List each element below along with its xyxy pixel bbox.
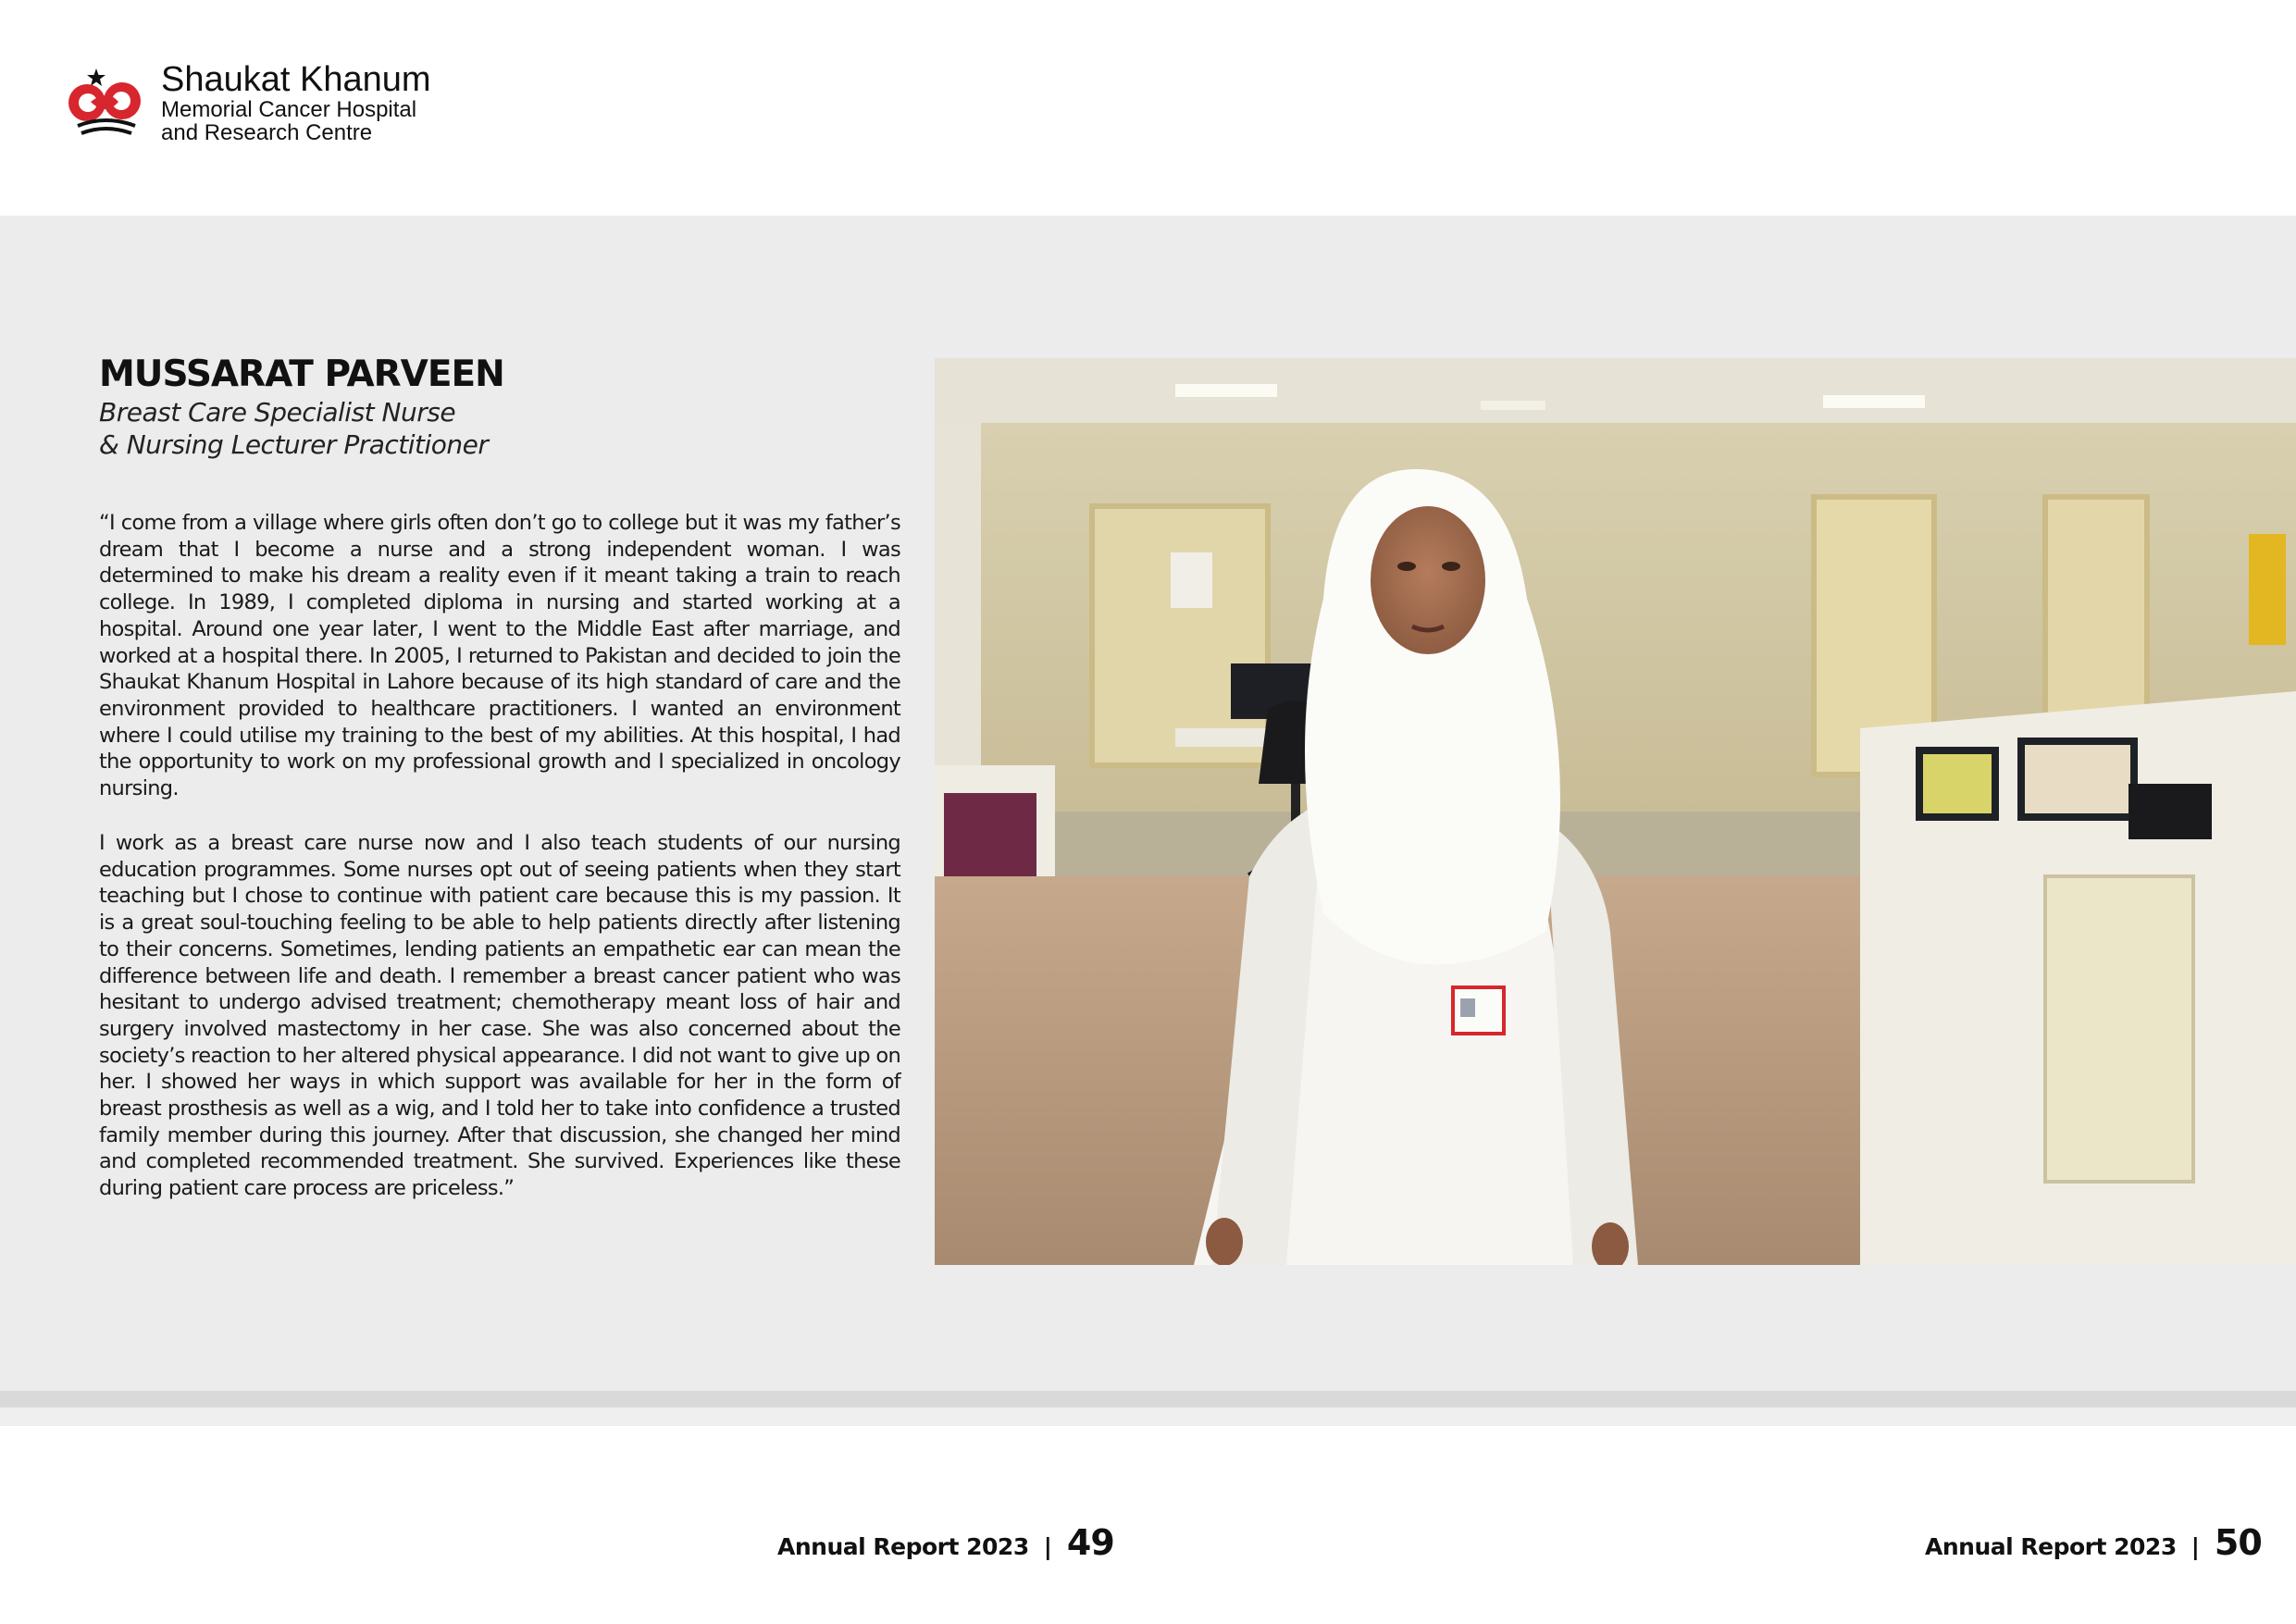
- footer-right-label: Annual Report 2023: [1925, 1533, 2177, 1560]
- footer-left-separator: |: [1043, 1533, 1052, 1560]
- quote-paragraph-2: I work as a breast care nurse now and I also teach students of our nursing education programmes. Some nurses opt out of seeing patients when they start teaching but I chose to continue with patient care because this is my passion. It is a great soul-touching feeling to be able to help patients directly after listening to their concerns. Sometimes, lending patients an empathetic ear can mean the difference between life and death. I remember a breast cancer patient who was hesitant to undergo advised treatment; chemotherapy meant loss of hair and surgery involved mastectomy in her case. She was also concerned about the society’s reaction to her altered physical appearance. I did not want to give up on her. I showed her ways in which support was available for her in the form of breast prosthesis as well as a wig, and I told her to take into confidence a trusted family member during this journey. After that discussion, she changed her mind and completed recommended treatment. She survived. Experiences like these during patient care process are priceless.”: [99, 831, 900, 1201]
- hospital-logo: [63, 61, 431, 144]
- footer-right-page-number: 50: [2214, 1522, 2262, 1563]
- profile-role-line-2: & Nursing Lecturer Practitioner: [99, 429, 489, 460]
- band-divider: [0, 1391, 2296, 1407]
- footer-right-separator: |: [2191, 1533, 2200, 1560]
- footer-right: [1925, 1522, 2262, 1563]
- logo-line-3: and Research Centre: [161, 120, 373, 145]
- band-divider-light: [0, 1407, 2296, 1426]
- hospital-emblem-icon: [63, 61, 152, 144]
- profile-name: MUSSARAT PARVEEN: [99, 353, 504, 395]
- logo-line-2: Memorial Cancer Hospital: [161, 97, 417, 122]
- logo-line-1: Shaukat Khanum: [161, 60, 431, 99]
- profile-role-line-1: Breast Care Specialist Nurse: [99, 397, 456, 428]
- footer-left-label: Annual Report 2023: [777, 1533, 1029, 1560]
- logo-text: [161, 61, 431, 144]
- nurse-portrait-image: [935, 358, 2296, 1265]
- nurse-portrait-photo: [935, 358, 2296, 1265]
- footer-left-page-number: 49: [1066, 1522, 1114, 1563]
- footer-left: [777, 1522, 1114, 1563]
- quote-paragraph-1: “I come from a village where girls often don’t go to college but it was my father’s dream that I become a nurse and a strong independent woman. I was determined to make his dream a reality even if it meant taking a train to reach college. In 1989, I completed diploma in nursing and started working at a hospital. Around one year later, I went to the Middle East after marriage, and worked at a hospital there. In 2005, I returned to Pakistan and decided to join the Shaukat Khanum Hospital in Lahore because of its high standard of care and the environment provided to healthcare practitioners. I wanted an environment where I could utilise my training to the best of my abilities. At this hospital, I had the opportunity to work on my professional growth and I specialized in oncology nursing.: [99, 511, 900, 801]
- profile-role: [99, 396, 932, 461]
